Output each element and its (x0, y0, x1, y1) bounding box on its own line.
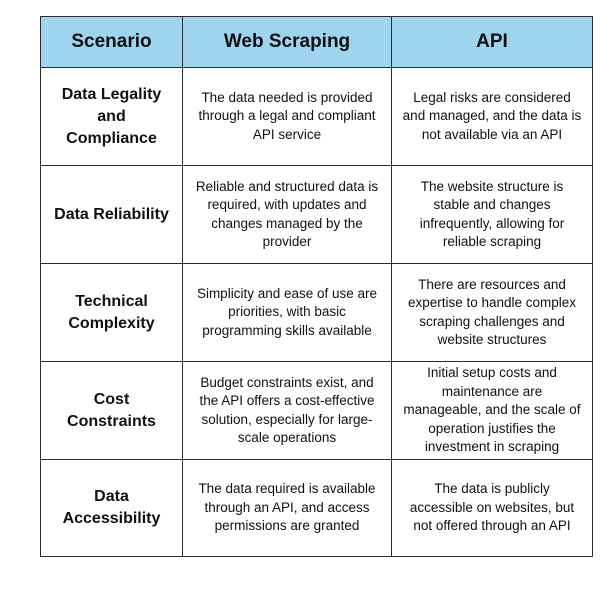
table-body (41, 68, 593, 557)
header-api: API (392, 17, 593, 68)
api-cell: The data is publicly accessible on websites, but not offered through an API (392, 460, 593, 557)
table-row (41, 362, 593, 460)
api-cell: Initial setup costs and maintenance are manageable, and the scale of operation justifies the investment in scraping (392, 362, 593, 460)
table-row (41, 264, 593, 362)
table-header (41, 17, 593, 68)
web-scraping-cell: Budget constraints exist, and the API offers a cost-effective solution, especially for large-scale operations (183, 362, 392, 460)
header-scenario: Scenario (41, 17, 183, 68)
scenario-cell: Cost Constraints (41, 362, 183, 460)
table-row (41, 68, 593, 166)
table-row (41, 460, 593, 557)
api-cell: There are resources and expertise to handle complex scraping challenges and website structures (392, 264, 593, 362)
scenario-cell: Data Legality and Compliance (41, 68, 183, 166)
web-scraping-cell: The data needed is provided through a legal and compliant API service (183, 68, 392, 166)
comparison-table (40, 16, 593, 557)
scenario-cell: Data Reliability (41, 166, 183, 264)
web-scraping-cell: The data required is available through an API, and access permissions are granted (183, 460, 392, 557)
header-row (41, 17, 593, 68)
table-row (41, 166, 593, 264)
api-cell: The website structure is stable and changes infrequently, allowing for reliable scraping (392, 166, 593, 264)
api-cell: Legal risks are considered and managed, and the data is not available via an API (392, 68, 593, 166)
scenario-cell: Data Accessibility (41, 460, 183, 557)
header-web-scraping: Web Scraping (183, 17, 392, 68)
scenario-cell: Technical Complexity (41, 264, 183, 362)
web-scraping-cell: Simplicity and ease of use are priorities, with basic programming skills available (183, 264, 392, 362)
web-scraping-cell: Reliable and structured data is required, with updates and changes managed by the provider (183, 166, 392, 264)
